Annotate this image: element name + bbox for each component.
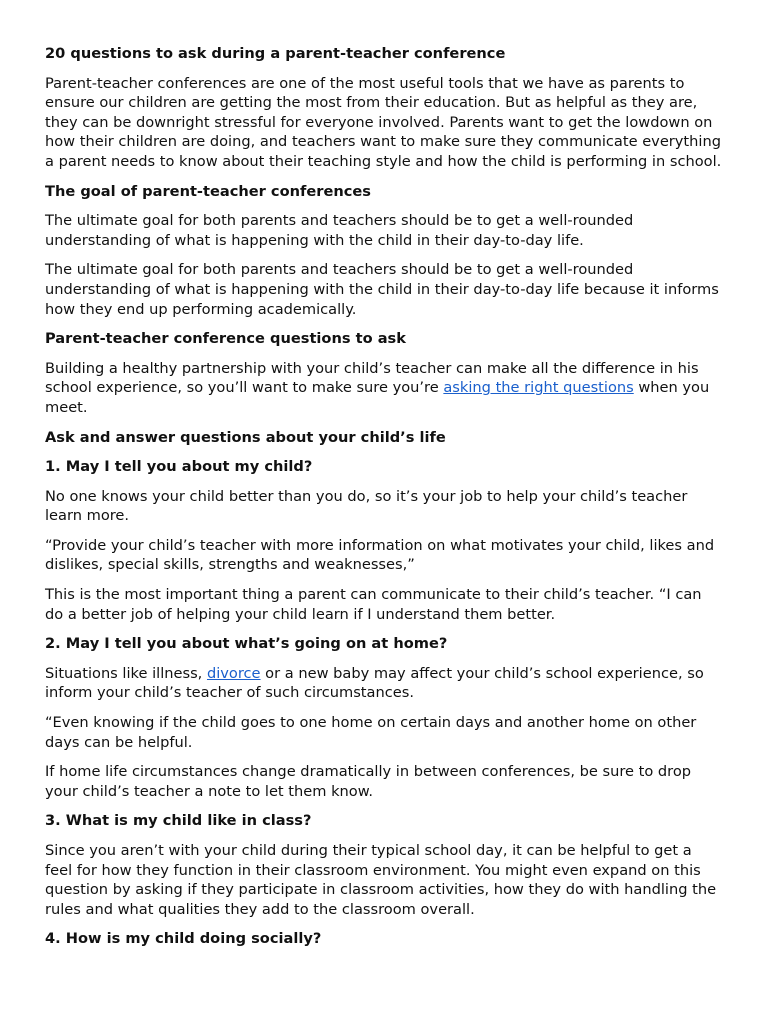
question-2-paragraph-3: If home life circumstances change dramatically in between conferences, be sure to drop your child’s teacher a note to let them know.	[45, 763, 692, 800]
question-1-paragraph-2: “Provide your child’s teacher with more information on what motivates your child, likes and dislikes, special skills, strengths and weaknesses,”	[45, 536, 715, 574]
questions-paragraph	[45, 359, 723, 418]
questions-text-before: Building a healthy partnership with your child’s teacher can make all the difference in his school experience, so you’ll want to make sure you’re	[45, 359, 699, 397]
question-1-paragraph-1: No one knows your child better than you do, so it’s your job to help your child’s teacher learn more.	[45, 487, 688, 525]
question-2-paragraph-1	[45, 664, 723, 703]
asking-right-questions-link[interactable]: asking the right questions	[443, 379, 634, 397]
question-1-paragraph-3: This is the most important thing a parent can communicate to their child’s teacher. “I can do a better job of helping your child learn if I understand them better.	[45, 586, 702, 623]
life-heading: Ask and answer questions about your child’s life	[45, 428, 446, 446]
goal-heading: The goal of parent-teacher conferences	[45, 182, 371, 200]
article-title: 20 questions to ask during a parent-teacher conference	[45, 45, 506, 62]
questions-text-after: when you meet.	[45, 379, 710, 416]
question-4-heading: 4. How is my child doing socially?	[45, 930, 322, 948]
question-2-heading: 2. May I tell you about what’s going on at home?	[45, 635, 448, 653]
question-1-heading: 1. May I tell you about my child?	[45, 458, 313, 476]
question-2-text-before: Situations like illness,	[45, 664, 207, 682]
questions-heading: Parent-teacher conference questions to ask	[45, 330, 406, 348]
intro-paragraph: Parent-teacher conferences are one of the most useful tools that we have as parents to ensure our children are getting the most from their education. But as helpful as they are, they can be downright stressful for everyone involved. Parents want to get the lowdown on how their children are doing, and teachers want to make sure they communicate everything a parent needs to know about their teaching style and how the child is performing in school.	[45, 74, 722, 170]
goal-paragraph-1: The ultimate goal for both parents and teachers should be to get a well-rounded understanding of what is happening with the child in their day-to-day life.	[45, 212, 634, 249]
divorce-link[interactable]: divorce	[206, 664, 261, 682]
question-3-paragraph-1: Since you aren’t with your child during their typical school day, it can be helpful to get a feel for how they function in their classroom environment. You might even expand on this question by asking if they participate in classroom activities, how they do with handling the rules and what qualities they add to the classroom overall.	[45, 842, 717, 918]
question-2-text-after: or a new baby may affect your child’s school experience, so inform your child’s teacher of such circumstances.	[45, 664, 704, 702]
question-2-paragraph-2: “Even knowing if the child goes to one home on certain days and another home on other days can be helpful.	[45, 714, 697, 751]
goal-paragraph-2: The ultimate goal for both parents and teachers should be to get a well-rounded understanding of what is happening with the child in their day-to-day life because it informs how they end up performing academically.	[45, 261, 719, 318]
question-3-heading: 3. What is my child like in class?	[45, 812, 312, 830]
